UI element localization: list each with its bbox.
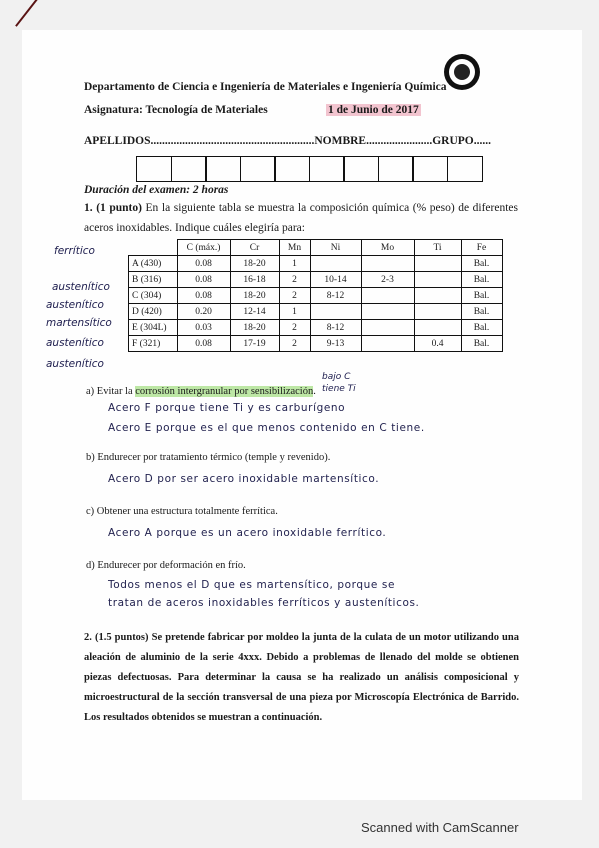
- answer-d-2: tratan de aceros inoxidables ferríticos y austeníticos.: [108, 597, 420, 609]
- answer-boxes: [136, 156, 481, 182]
- department-title: Departamento de Ciencia e Ingeniería de Materiales e Ingeniería Química: [84, 81, 447, 93]
- table-cell: 1: [279, 304, 310, 320]
- table-row: [129, 256, 503, 272]
- answer-box: [378, 156, 414, 182]
- table-header-cell: Fe: [461, 240, 502, 256]
- answer-d-1: Todos menos el D que es martensítico, porque se: [108, 579, 396, 591]
- table-cell: 0.08: [177, 272, 230, 288]
- table-cell: 17-19: [230, 336, 279, 352]
- item-d: d) Endurecer por deformación en frío.: [86, 560, 246, 571]
- table-header-cell: Ti: [414, 240, 461, 256]
- item-a-suffix: .: [313, 386, 316, 397]
- table-cell: [414, 288, 461, 304]
- table-cell: Bal.: [461, 304, 502, 320]
- table-cell: C (304): [129, 288, 178, 304]
- table-cell: 10-14: [310, 272, 361, 288]
- table-cell: 0.20: [177, 304, 230, 320]
- answer-c: Acero A porque es un acero inoxidable ferrítico.: [108, 527, 387, 539]
- table-cell: 2: [279, 288, 310, 304]
- table-cell: 0.4: [414, 336, 461, 352]
- answer-box: [412, 156, 448, 182]
- answer-b: Acero D por ser acero inoxidable martensítico.: [108, 473, 380, 485]
- table-cell: [361, 256, 414, 272]
- exam-duration: Duración del examen: 2 horas: [84, 184, 229, 196]
- table-cell: Bal.: [461, 272, 502, 288]
- table-row: [129, 272, 503, 288]
- answer-box: [274, 156, 310, 182]
- table-cell: Bal.: [461, 336, 502, 352]
- table-cell: F (321): [129, 336, 178, 352]
- table-cell: 2: [279, 320, 310, 336]
- table-cell: 0.08: [177, 288, 230, 304]
- table-cell: Bal.: [461, 320, 502, 336]
- exam-date: 1 de Junio de 2017: [328, 104, 419, 116]
- note-low-carbon: bajo C: [322, 372, 351, 382]
- table-row: [129, 320, 503, 336]
- table-cell: 8-12: [310, 320, 361, 336]
- table-cell: A (430): [129, 256, 178, 272]
- item-a: [86, 386, 316, 397]
- handwritten-label: ferrítico: [54, 245, 95, 257]
- table-cell: [361, 288, 414, 304]
- table-cell: [310, 256, 361, 272]
- table-cell: 2: [279, 336, 310, 352]
- table-header-cell: Mo: [361, 240, 414, 256]
- answer-box: [240, 156, 276, 182]
- table-cell: 18-20: [230, 256, 279, 272]
- table-cell: [361, 320, 414, 336]
- question-1-text: En la siguiente tabla se muestra la composición química (% peso) de diferentes aceros inoxidables. Indique cuáles elegiría para:: [84, 202, 518, 234]
- table-header-cell: C (máx.): [177, 240, 230, 256]
- answer-a-2: Acero E porque es el que menos contenido en C tiene.: [108, 422, 425, 434]
- composition-table: [128, 239, 503, 352]
- table-cell: [414, 304, 461, 320]
- question-1-number: 1. (1 punto): [84, 202, 142, 214]
- table-header-cell: Cr: [230, 240, 279, 256]
- answer-box: [205, 156, 241, 182]
- pen-stroke: [15, 0, 39, 27]
- table-header-row: [129, 240, 503, 256]
- table-cell: 0.08: [177, 336, 230, 352]
- table-cell: 12-14: [230, 304, 279, 320]
- table-row: [129, 304, 503, 320]
- table-cell: [361, 336, 414, 352]
- table-cell: [310, 304, 361, 320]
- table-cell: 0.08: [177, 256, 230, 272]
- answer-box: [171, 156, 207, 182]
- table-row: [129, 336, 503, 352]
- item-b: b) Endurecer por tratamiento térmico (temple y revenido).: [86, 452, 331, 463]
- table-cell: 2: [279, 272, 310, 288]
- subject-title: Asignatura: Tecnología de Materiales: [84, 104, 268, 116]
- handwritten-label: martensítico: [46, 317, 112, 329]
- camscanner-watermark: Scanned with CamScanner: [361, 820, 519, 835]
- table-cell: 0.03: [177, 320, 230, 336]
- note-has-ti: tiene Ti: [322, 384, 356, 394]
- table-cell: 16-18: [230, 272, 279, 288]
- answer-a-1: Acero F porque tiene Ti y es carburígeno: [108, 402, 346, 414]
- answer-box: [447, 156, 483, 182]
- question-2-text: Se pretende fabricar por moldeo la junta de la culata de un motor utilizando una aleación de aluminio de la serie 4xxx. Debido a problemas de llenado del molde se obtienen piezas defectuosas. Para determinar la causa se ha realizado un análisis composicional y microestructural de la sección transversal de una pieza por Microscopía Electrónica de Barrido. Los resultados obtenidos se muestran a continuación.: [84, 632, 519, 723]
- table-cell: Bal.: [461, 288, 502, 304]
- table-cell: D (420): [129, 304, 178, 320]
- table-cell: Bal.: [461, 256, 502, 272]
- table-cell: [414, 272, 461, 288]
- table-cell: 8-12: [310, 288, 361, 304]
- item-a-highlight: corrosión intergranular por sensibilización: [135, 386, 314, 397]
- table-cell: 18-20: [230, 288, 279, 304]
- student-fields-line: APELLIDOS.........................................................NOMBRE.......................GRUPO......: [84, 135, 491, 147]
- table-cell: [414, 256, 461, 272]
- handwritten-label: austenítico: [46, 337, 104, 349]
- item-a-prefix: a) Evitar la: [86, 386, 136, 397]
- table-cell: B (316): [129, 272, 178, 288]
- answer-box: [343, 156, 379, 182]
- table-row: [129, 288, 503, 304]
- table-cell: 18-20: [230, 320, 279, 336]
- handwritten-label: austenítico: [46, 358, 104, 370]
- table-cell: 2-3: [361, 272, 414, 288]
- table-cell: 9-13: [310, 336, 361, 352]
- item-c: c) Obtener una estructura totalmente ferrítica.: [86, 506, 278, 517]
- answer-box: [309, 156, 345, 182]
- table-cell: 1: [279, 256, 310, 272]
- handwritten-label: austenítico: [46, 299, 104, 311]
- question-2: [84, 628, 519, 728]
- handwritten-label: austenítico: [52, 281, 110, 293]
- table-cell: [361, 304, 414, 320]
- table-header-cell: Mn: [279, 240, 310, 256]
- table-header-cell: Ni: [310, 240, 361, 256]
- question-1: [84, 198, 518, 238]
- table-header-cell: [129, 240, 178, 256]
- table-cell: [414, 320, 461, 336]
- question-2-number: 2. (1.5 puntos): [84, 632, 149, 643]
- answer-box: [136, 156, 172, 182]
- university-logo-icon: [444, 54, 480, 90]
- table-cell: E (304L): [129, 320, 178, 336]
